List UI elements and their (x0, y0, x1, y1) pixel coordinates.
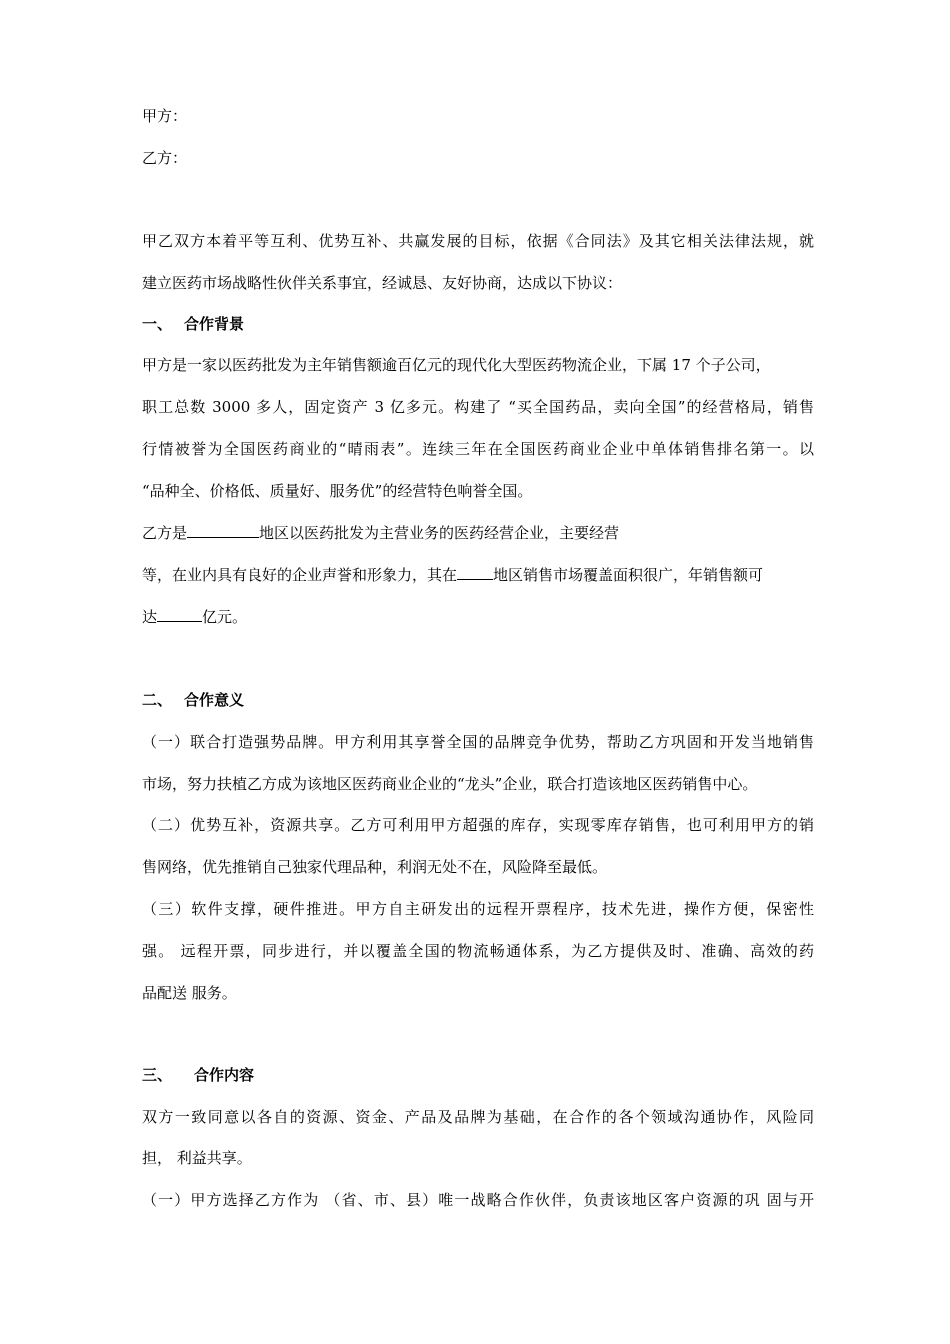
text-segment: 乙方是 (142, 524, 188, 542)
section-2-item-3-line-2: 强。 远程开票，同步进行，并以覆盖全国的物流畅通体系，为乙方提供及时、准确、高效的药 (142, 942, 814, 960)
section-1-title: 合作背景 (184, 315, 245, 333)
intro-line-2: 建立医药市场战略性伙伴关系事宜，经诚恳、友好协商，达成以下协议： (142, 274, 623, 292)
section-3-p1-line-1: 双方一致同意以各自的资源、资金、产品及品牌为基础，在合作的各个领域沟通协作，风险同 (142, 1108, 814, 1126)
section-1-heading (142, 314, 244, 334)
section-3-heading (142, 1065, 254, 1085)
blank-field-region (187, 523, 259, 538)
section-1-p1-line-2: 职工总数 3000 多人，固定资产 3 亿多元。构建了 “买全国药品，卖向全国”的经营格局，销售 (142, 398, 814, 416)
section-1-p1-line-4: “品种全、价格低、质量好、服务优”的经营特色响誉全国。 (142, 482, 533, 500)
section-2-item-1-line-1: （一）联合打造强势品牌。甲方利用其享誉全国的品牌竞争优势，帮助乙方巩固和开发当地销售 (142, 733, 814, 751)
blank-field-sales (157, 607, 202, 622)
section-3-item-1-line-1: （一）甲方选择乙方作为 （省、市、县）唯一战略合作伙伴，负责该地区客户资源的巩 固与开 (142, 1191, 814, 1209)
section-1-p1-line-1: 甲方是一家以医药批发为主年销售额逾百亿元的现代化大型医药物流企业，下属 17 个子公司， (142, 356, 771, 374)
section-1-p1-line-3: 行情被誉为全国医药商业的“晴雨表”。连续三年在全国医药商业企业中单体销售排名第一。以 (142, 440, 814, 458)
text-segment: 等，在业内具有良好的企业声誉和形象力，其在 (142, 566, 458, 584)
section-2-item-3-line-3: 品配送 服务。 (142, 984, 237, 1002)
text-segment: 亿元。 (202, 608, 248, 626)
text-segment: 达 (142, 608, 158, 626)
section-1-p2-line-2 (142, 565, 763, 585)
section-2-heading (142, 690, 244, 710)
section-2-item-1-line-2: 市场，努力扶植乙方成为该地区医药商业企业的“龙头”企业，联合打造该地区医药销售中心。 (142, 775, 758, 793)
section-1-p2-line-1 (142, 523, 619, 543)
party-a-label: 甲方： (142, 107, 188, 125)
document-page (142, 0, 814, 1344)
section-3-number: 三、 (142, 1066, 173, 1084)
section-2-item-3-line-1: （三）软件支撑，硬件推进。甲方自主研发出的远程开票程序，技术先进，操作方便，保密性 (142, 900, 814, 918)
section-3-p1-line-2: 担， 利益共享。 (142, 1149, 252, 1167)
section-2-item-2-line-1: （二）优势互补，资源共享。乙方可利用甲方超强的库存，实现零库存销售，也可利用甲方的销 (142, 816, 814, 834)
section-2-number: 二、 (142, 691, 173, 709)
blank-field-area (457, 565, 493, 580)
party-b-label: 乙方： (142, 149, 188, 167)
text-segment: 地区销售市场覆盖面积很广，年销售额可 (493, 566, 764, 584)
section-3-title: 合作内容 (194, 1066, 255, 1084)
section-2-title: 合作意义 (184, 691, 245, 709)
text-segment: 地区以医药批发为主营业务的医药经营企业，主要经营 (259, 524, 620, 542)
section-1-number: 一、 (142, 315, 173, 333)
section-1-p2-line-3 (142, 607, 247, 627)
section-2-item-2-line-2: 售网络，优先推销自己独家代理品种，利润无处不在，风险降至最低。 (142, 858, 608, 876)
intro-line-1: 甲乙双方本着平等互利、优势互补、共赢发展的目标，依据《合同法》及其它相关法律法规，就 (142, 232, 814, 250)
